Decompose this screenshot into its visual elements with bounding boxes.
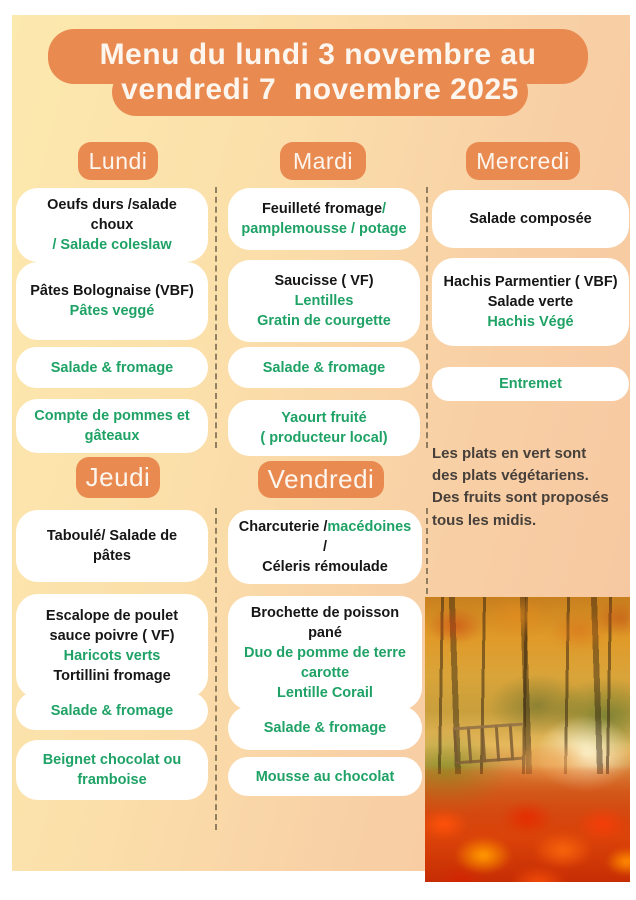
menu-item-line: Entremet	[499, 376, 562, 392]
menu-card-vendredi-3	[228, 757, 422, 796]
menu-item-line: Brochette de poisson pané	[250, 605, 400, 641]
page-title-line2: vendredi 7 novembre 2025	[121, 73, 519, 106]
menu-item-line: Pâtes Bolognaise (VBF)	[30, 283, 194, 299]
menu-item-line: Salade & fromage	[262, 359, 386, 376]
menu-card-mardi-1	[228, 260, 420, 342]
menu-item-line: Saucisse ( VF)	[274, 273, 374, 289]
column-divider-lundi-mardi	[215, 187, 217, 448]
menu-item-line: Hachis Parmentier ( VBF)	[443, 274, 618, 290]
menu-item-line: Salade composée	[469, 211, 592, 227]
menu-item-line: Taboulé/ Salade de pâtes	[46, 528, 178, 564]
foliage-decor	[425, 597, 630, 694]
menu-card-jeudi-3	[16, 740, 208, 800]
vegetarian-note	[432, 443, 632, 532]
menu-item-line: pamplemousse / potage	[241, 221, 407, 237]
note-line: tous les midis.	[432, 511, 537, 529]
day-header-lundi: Lundi	[78, 142, 158, 180]
menu-item-line: Lentilles	[294, 293, 354, 309]
menu-card-mercredi-0	[432, 190, 629, 248]
column-divider-mardi-mercredi	[426, 187, 428, 448]
menu-item-line: Céleris rémoulade	[262, 559, 388, 575]
autumn-forest-photo	[425, 597, 630, 882]
menu-card-lundi-3	[16, 399, 208, 453]
menu-item-line: Pâtes veggé	[69, 303, 155, 319]
menu-item-line: Oeufs durs /salade choux	[47, 197, 177, 233]
menu-item-line: Gratin de courgette	[257, 313, 391, 329]
menu-item-line: Charcuterie /macédoines /	[238, 519, 412, 555]
menu-item-line: Tortillini fromage	[53, 668, 171, 684]
menu-card-mercredi-2	[432, 367, 629, 401]
menu-item-line: Beignet chocolat ou framboise	[42, 752, 182, 788]
menu-item-line: Salade & fromage	[50, 359, 174, 376]
menu-card-mercredi-1	[432, 258, 629, 346]
menu-item-line: Haricots verts	[63, 648, 161, 664]
menu-item-line: Compte de pommes et gâteaux	[34, 408, 190, 444]
menu-item-line: Salade & fromage	[50, 703, 174, 719]
menu-card-jeudi-2	[16, 692, 208, 730]
note-line: Les plats en vert sont	[432, 445, 587, 462]
menu-item-line: Hachis Végé	[487, 314, 574, 330]
menu-item-line: Salade & fromage	[263, 720, 387, 736]
page-title-line1: Menu du lundi 3 novembre au	[99, 38, 537, 71]
day-header-vendredi: Vendredi	[258, 461, 384, 498]
menu-card-vendredi-0	[228, 510, 422, 584]
menu-item-line: Yaourt fruité	[281, 410, 367, 426]
menu-item-line: Escalope de poulet sauce poivre ( VF)	[45, 608, 179, 644]
menu-card-mardi-0	[228, 188, 420, 250]
menu-card-vendredi-2	[228, 706, 422, 750]
menu-card-mardi-3	[228, 400, 420, 456]
note-line: Des fruits sont proposés	[432, 489, 609, 507]
menu-card-lundi-1	[16, 262, 208, 340]
menu-item-line: ( producteur local)	[260, 430, 388, 446]
fallen-leaves-decor	[425, 768, 630, 882]
menu-card-lundi-0	[16, 188, 208, 262]
menu-item-line: / Salade coleslaw	[52, 237, 172, 253]
menu-card-vendredi-1	[228, 596, 422, 710]
menu-item-line: Lentille Corail	[277, 685, 373, 701]
menu-card-jeudi-0	[16, 510, 208, 582]
note-line: des plats végétariens.	[432, 467, 589, 485]
menu-item-line: Mousse au chocolat	[255, 768, 395, 785]
menu-card-jeudi-1	[16, 594, 208, 698]
day-header-jeudi: Jeudi	[76, 457, 160, 498]
column-divider-jeudi-vendredi	[215, 508, 217, 830]
day-header-mardi: Mardi	[280, 142, 366, 180]
menu-item-line: Salade verte	[487, 294, 574, 310]
menu-card-mardi-2	[228, 347, 420, 388]
menu-item-line: Duo de pomme de terre carotte	[244, 645, 406, 681]
column-divider-vendredi-right	[426, 508, 428, 594]
menu-item-line: Feuilleté fromage/	[261, 201, 387, 217]
menu-card-lundi-2	[16, 347, 208, 388]
day-header-mercredi: Mercredi	[466, 142, 580, 180]
